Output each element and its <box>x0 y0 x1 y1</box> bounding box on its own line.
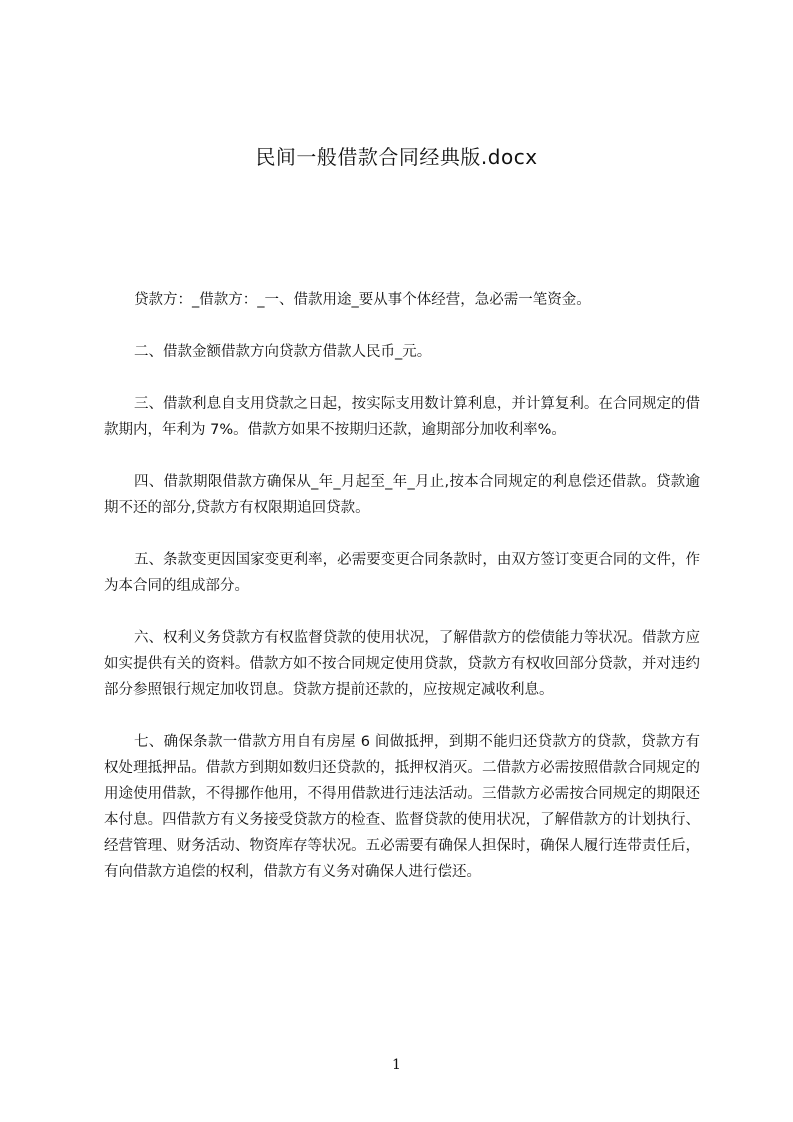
paragraph-parties-and-purpose: 贷款方：_借款方：_一、借款用途_要从事个体经营，急必需一笔资金。 <box>134 292 591 308</box>
paragraph-loan-interest: 三、借款利息自支用贷款之日起，按实际支用数计算利息，并计算复利。在合同规定的借款期内，年利为 7%。借款方如果不按期归还款，逾期部分加收利率%。 <box>104 396 700 438</box>
paragraph-rights-obligations: 六、权利义务贷款方有权监督贷款的使用状况，了解借款方的偿债能力等状况。借款方应如实提供有关的资料。借款方如不按合同规定使用贷款，贷款方有权收回部分贷款，并对违约部分参照银行规定加收罚息。贷款方提前还款的，应按规定减收利息。 <box>104 630 700 698</box>
paragraph-loan-amount: 二、借款金额借款方向贷款方借款人民币_元。 <box>134 344 432 360</box>
document-title: 民间一般借款合同经典版.docx <box>255 145 538 169</box>
document-body <box>104 287 700 911</box>
paragraph-clause-change: 五、条款变更因国家变更利率，必需要变更合同条款时，由双方签订变更合同的文件，作为本合同的组成部分。 <box>104 552 700 594</box>
paragraph-loan-term: 四、借款期限借款方确保从_年_月起至_年_月止,按本合同规定的利息偿还借款。贷款逾期不还的部分,贷款方有权限期追回贷款。 <box>104 474 700 516</box>
paragraph-guarantee-clause: 七、确保条款一借款方用自有房屋 6 间做抵押，到期不能归还贷款方的贷款，贷款方有权处理抵押品。借款方到期如数归还贷款的，抵押权消灭。二借款方必需按照借款合同规定的用途使用借款，不得挪作他用，不得用借款进行违法活动。三借款方必需按合同规定的期限还本付息。四借款方有义务接受贷款方的检查、监督贷款的使用状况，了解借款方的计划执行、经营管理、财务活动、物资库存等状况。五必需要有确保人担保时，确保人履行连带责任后，有向借款方追偿的权利，借款方有义务对确保人进行偿还。 <box>104 734 700 880</box>
page-number: 1 <box>392 1057 401 1073</box>
